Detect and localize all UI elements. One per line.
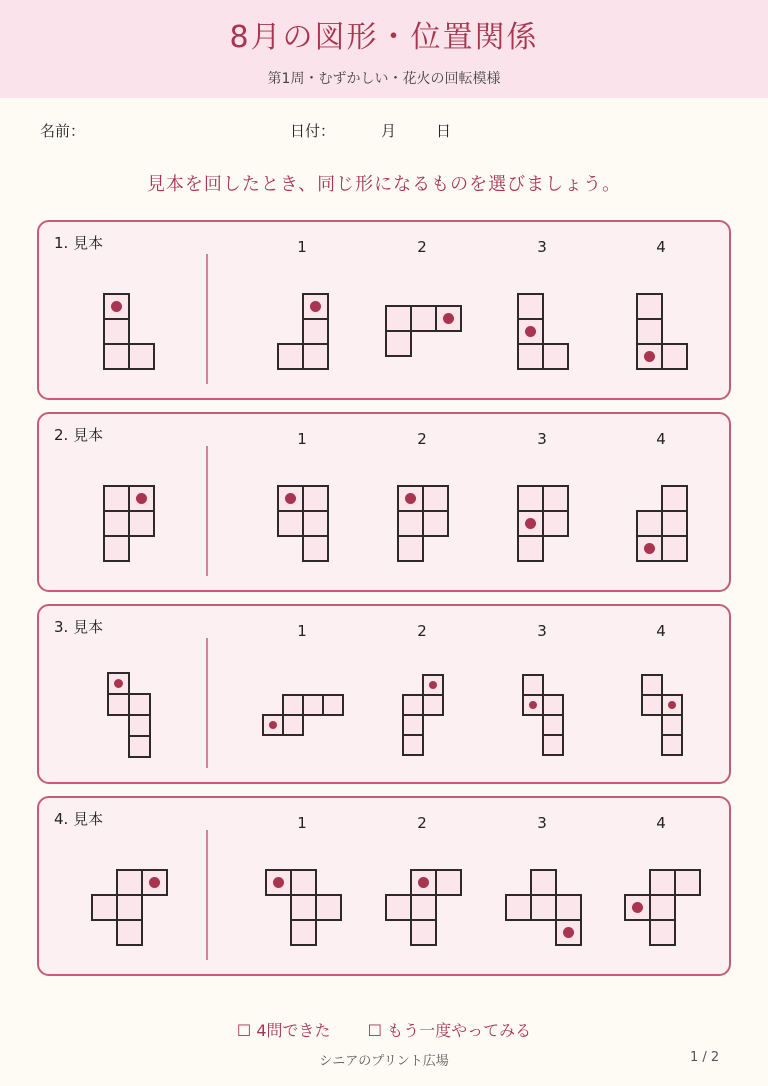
grid-square xyxy=(410,305,437,332)
grid-square xyxy=(103,510,130,537)
name-label: 名前： xyxy=(40,122,86,140)
grid-square xyxy=(128,714,151,737)
check-completed[interactable]: ☐ 4問できた xyxy=(236,1021,331,1040)
grid-square xyxy=(661,485,688,512)
grid-square xyxy=(661,343,688,370)
option-number[interactable]: 2 xyxy=(417,622,427,640)
grid-square xyxy=(410,894,437,921)
marker-dot xyxy=(273,877,284,888)
grid-square xyxy=(542,734,564,756)
page-subtitle: 第1周・むずかしい・花火の回転模様 xyxy=(267,71,501,87)
option-number[interactable]: 4 xyxy=(656,814,666,832)
grid-square xyxy=(422,485,449,512)
grid-square xyxy=(649,894,676,921)
marker-dot xyxy=(114,679,123,688)
option-number[interactable]: 3 xyxy=(537,622,547,640)
grid-square xyxy=(116,869,143,896)
grid-square xyxy=(277,510,304,537)
marker-dot xyxy=(136,493,147,504)
grid-square xyxy=(290,919,317,946)
grid-square xyxy=(661,714,683,736)
option-number[interactable]: 2 xyxy=(417,814,427,832)
marker-dot xyxy=(111,301,122,312)
grid-square xyxy=(128,735,151,758)
grid-square xyxy=(290,869,317,896)
grid-square xyxy=(128,343,155,370)
option-number[interactable]: 1 xyxy=(297,622,307,640)
marker-dot xyxy=(632,902,643,913)
marker-dot xyxy=(405,493,416,504)
footer-checklist xyxy=(0,1018,768,1041)
marker-dot xyxy=(269,721,277,729)
instruction: 見本を回したとき、同じ形になるものを選びましょう。 xyxy=(146,174,622,195)
grid-square xyxy=(385,894,412,921)
grid-square xyxy=(302,694,324,716)
grid-square xyxy=(661,734,683,756)
grid-square xyxy=(128,693,151,716)
grid-square xyxy=(302,343,329,370)
option-number[interactable]: 1 xyxy=(297,814,307,832)
grid-square xyxy=(402,734,424,756)
grid-square xyxy=(649,919,676,946)
grid-square xyxy=(116,894,143,921)
divider-line xyxy=(206,446,208,576)
grid-square xyxy=(505,894,532,921)
grid-square xyxy=(636,293,663,320)
marker-dot xyxy=(525,518,536,529)
grid-square xyxy=(116,919,143,946)
grid-square xyxy=(290,894,317,921)
grid-square xyxy=(302,535,329,562)
option-number[interactable]: 4 xyxy=(656,238,666,256)
grid-square xyxy=(128,510,155,537)
grid-square xyxy=(649,869,676,896)
question-card xyxy=(37,220,731,400)
option-number[interactable]: 2 xyxy=(417,238,427,256)
marker-dot xyxy=(429,681,437,689)
grid-square xyxy=(674,869,701,896)
grid-square xyxy=(530,894,557,921)
grid-square xyxy=(107,693,130,716)
grid-square xyxy=(422,694,444,716)
option-number[interactable]: 3 xyxy=(537,430,547,448)
question-label: 4. 見本 xyxy=(54,810,104,828)
question-card xyxy=(37,412,731,592)
marker-dot xyxy=(418,877,429,888)
option-number[interactable]: 3 xyxy=(537,814,547,832)
page-number: 1 / 2 xyxy=(690,1050,720,1065)
grid-square xyxy=(636,510,663,537)
grid-square xyxy=(103,485,130,512)
grid-square xyxy=(385,305,412,332)
question-card xyxy=(37,796,731,976)
option-number[interactable]: 3 xyxy=(537,238,547,256)
option-number[interactable]: 4 xyxy=(656,622,666,640)
marker-dot xyxy=(668,701,676,709)
grid-square xyxy=(542,510,569,537)
marker-dot xyxy=(529,701,537,709)
divider-line xyxy=(206,254,208,384)
grid-square xyxy=(277,343,304,370)
marker-dot xyxy=(443,313,454,324)
grid-square xyxy=(522,674,544,696)
grid-square xyxy=(103,318,130,345)
grid-square xyxy=(302,510,329,537)
grid-square xyxy=(402,694,424,716)
grid-square xyxy=(397,535,424,562)
grid-square xyxy=(91,894,118,921)
question-label: 2. 見本 xyxy=(54,426,104,444)
grid-square xyxy=(322,694,344,716)
header-band xyxy=(0,0,768,98)
divider-line xyxy=(206,638,208,768)
option-number[interactable]: 4 xyxy=(656,430,666,448)
grid-square xyxy=(661,510,688,537)
marker-dot xyxy=(563,927,574,938)
grid-square xyxy=(636,318,663,345)
day-label: 日 xyxy=(436,122,452,140)
page-title: 8月の図形・位置関係 xyxy=(229,20,539,55)
grid-square xyxy=(530,869,557,896)
grid-square xyxy=(282,714,304,736)
grid-square xyxy=(397,510,424,537)
question-label: 1. 見本 xyxy=(54,234,104,252)
grid-square xyxy=(517,293,544,320)
grid-square xyxy=(103,343,130,370)
marker-dot xyxy=(310,301,321,312)
marker-dot xyxy=(285,493,296,504)
marker-dot xyxy=(149,877,160,888)
grid-square xyxy=(555,894,582,921)
grid-square xyxy=(542,714,564,736)
date-label: 日付： xyxy=(290,122,336,140)
grid-square xyxy=(517,343,544,370)
grid-square xyxy=(402,714,424,736)
question-card xyxy=(37,604,731,784)
grid-square xyxy=(302,318,329,345)
grid-square xyxy=(422,510,449,537)
grid-square xyxy=(435,869,462,896)
option-number[interactable]: 1 xyxy=(297,430,307,448)
grid-square xyxy=(641,674,663,696)
marker-dot xyxy=(644,351,655,362)
question-label: 3. 見本 xyxy=(54,618,104,636)
divider-line xyxy=(206,830,208,960)
marker-dot xyxy=(525,326,536,337)
grid-square xyxy=(661,535,688,562)
option-number[interactable]: 1 xyxy=(297,238,307,256)
grid-square xyxy=(517,485,544,512)
grid-square xyxy=(542,343,569,370)
grid-square xyxy=(103,535,130,562)
grid-square xyxy=(641,694,663,716)
option-number[interactable]: 2 xyxy=(417,430,427,448)
site-credit: シニアのプリント広場 xyxy=(319,1054,449,1069)
grid-square xyxy=(542,485,569,512)
marker-dot xyxy=(644,543,655,554)
grid-square xyxy=(410,919,437,946)
grid-square xyxy=(315,894,342,921)
grid-square xyxy=(385,330,412,357)
check-retry[interactable]: ☐ もう一度やってみる xyxy=(367,1021,532,1040)
grid-square xyxy=(302,485,329,512)
grid-square xyxy=(282,694,304,716)
grid-square xyxy=(542,694,564,716)
grid-square xyxy=(517,535,544,562)
month-label: 月 xyxy=(381,122,397,140)
